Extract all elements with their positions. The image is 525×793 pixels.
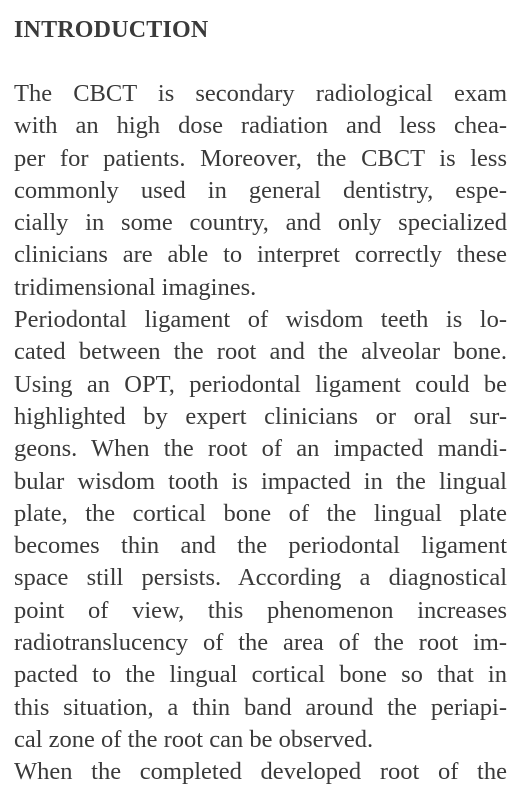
text-line: space still persists. According a diagnostical	[14, 564, 507, 592]
text-line: cated between the root and the alveolar bone.	[14, 338, 507, 366]
section-heading: INTRODUCTION	[14, 17, 209, 43]
text-line: cially in some country, and only specialized	[14, 209, 507, 237]
text-line: with an high dose radiation and less chea-	[14, 112, 507, 140]
text-line: per for patients. Moreover, the CBCT is less	[14, 144, 507, 172]
text-line: commonly used in general dentistry, espe-	[14, 176, 507, 204]
text-line: becomes thin and the periodontal ligament	[14, 532, 507, 560]
text-line: bular wisdom tooth is impacted in the lingual	[14, 467, 507, 495]
text-line: Using an OPT, periodontal ligament could be	[14, 370, 507, 398]
text-line: this situation, a thin band around the periapi-	[14, 693, 507, 721]
text-line: tridimensional imagines.	[14, 273, 257, 301]
text-line: plate, the cortical bone of the lingual plate	[14, 499, 507, 527]
paragraph-cbct	[14, 78, 507, 304]
paragraph-developed-root	[14, 756, 507, 788]
document-page	[14, 14, 507, 789]
text-line: When the completed developed root of the	[14, 758, 507, 786]
text-line: clinicians are able to interpret correctly these	[14, 241, 507, 269]
text-line: point of view, this phenomenon increases	[14, 596, 507, 624]
paragraph-periodontal-ligament	[14, 304, 507, 756]
text-line: pacted to the lingual cortical bone so that in	[14, 661, 507, 689]
text-line: geons. When the root of an impacted mandi-	[14, 435, 507, 463]
text-line: highlighted by expert clinicians or oral sur-	[14, 402, 507, 430]
text-line: radiotranslucency of the area of the root im-	[14, 629, 507, 657]
text-line: cal zone of the root can be observed.	[14, 725, 374, 753]
text-line: The CBCT is secondary radiological exam	[14, 80, 507, 107]
text-line: Periodontal ligament of wisdom teeth is lo-	[14, 306, 507, 334]
